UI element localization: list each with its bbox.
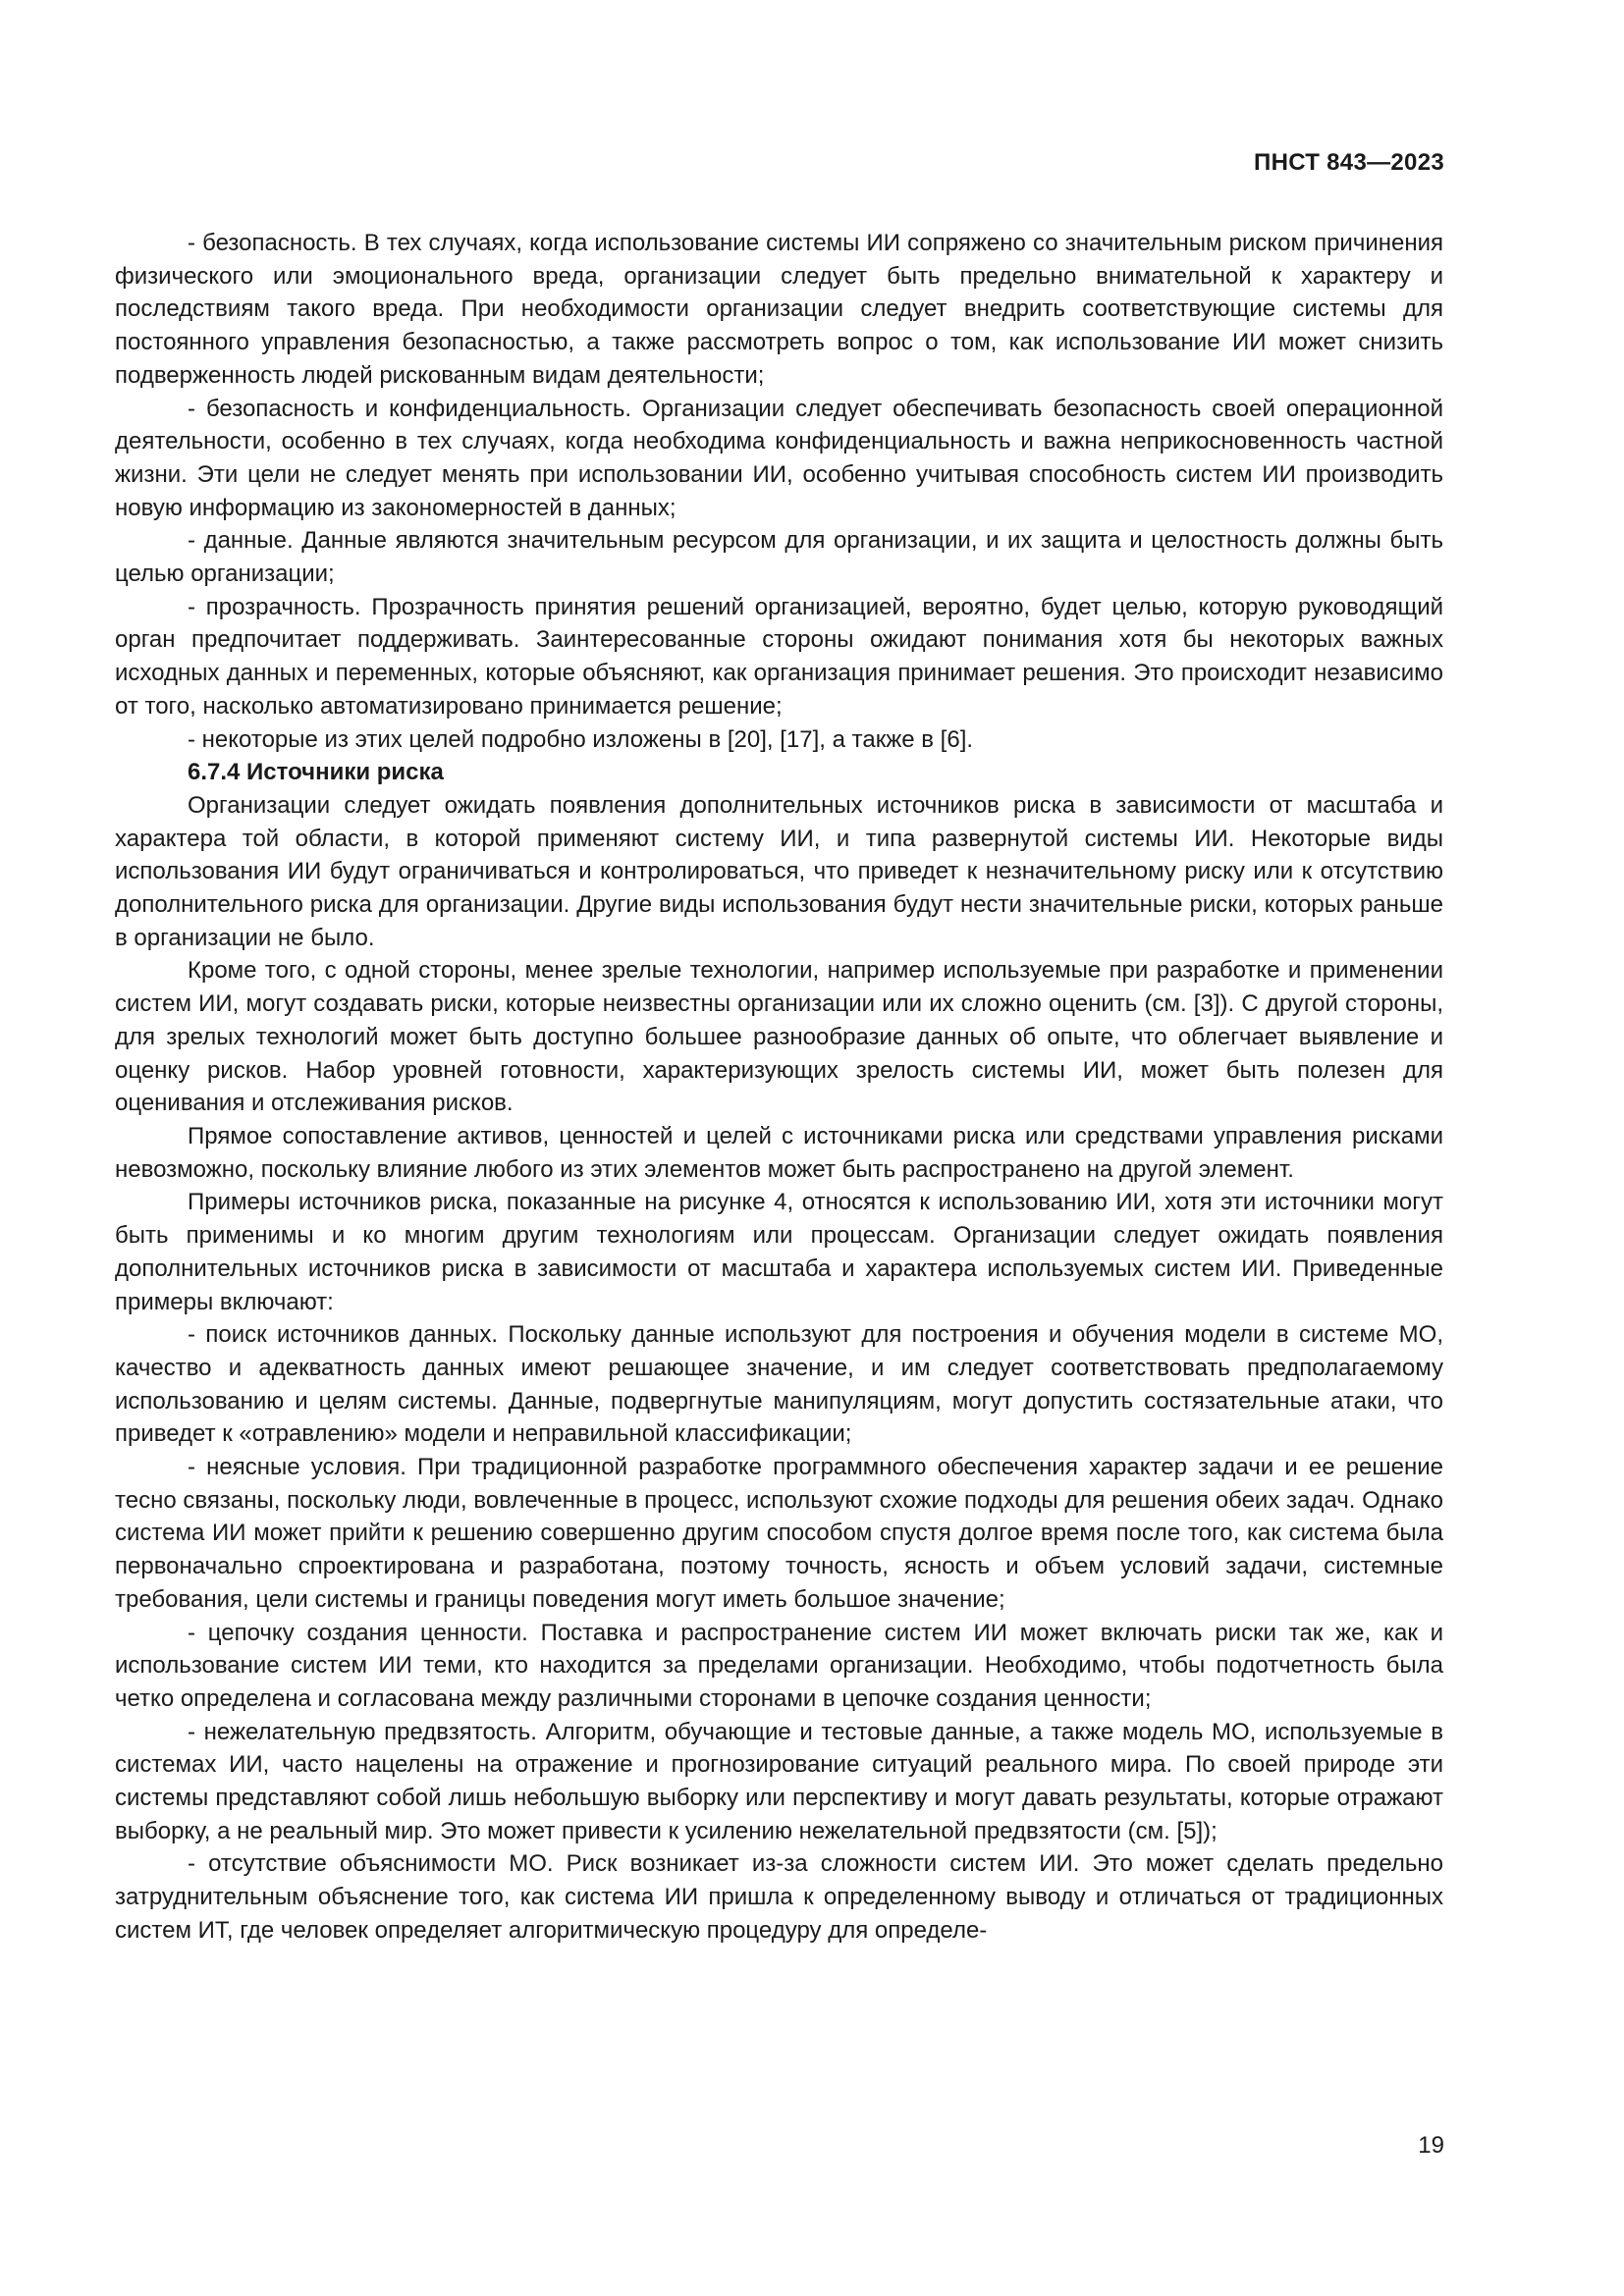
bullet-security-privacy: - безопасность и конфиденциальность. Организации следует обеспечивать безопасность своей операционной деятельности, особенно в тех случаях, когда необходима конфиденциальность и важна неприкосновенность частной жизни. Эти цели не следует менять при использовании ИИ, особенно учитывая способность систем ИИ производить новую информацию из закономерностей в данных;	[115, 395, 1443, 521]
bullet-value-chain: - цепочку создания ценности. Поставка и распространение систем ИИ может включать риски так же, как и использование систем ИИ теми, кто находится за пределами организации. Необходимо, чтобы подотчетность была четко определена и согласована между различными сторонами в цепочке создания ценности;	[115, 1619, 1443, 1712]
bullet-references: - некоторые из этих целей подробно изложены в [20], [17], а также в [6].	[188, 725, 974, 753]
paragraph-risk-sources-intro: Организации следует ожидать появления дополнительных источников риска в зависимости от масштаба и характера той области, в которой применяют систему ИИ, и типа развернутой системы ИИ. Некоторые виды использования ИИ будут ограничиваться и контролироваться, что приведет к незначительному риску или к отсутствию дополнительного риска для организации. Другие виды использования будут нести значительные риски, которых раньше в организации не было.	[115, 791, 1443, 951]
bullet-safety: - безопасность. В тех случаях, когда использование системы ИИ сопряжено со значительным риском причинения физического или эмоционального вреда, организации следует быть предельно внимательной к характеру и последствиям такого вреда. При необходимости организации следует внедрить соответствующие системы для постоянного управления безопасностью, а также рассмотреть вопрос о том, как использование ИИ может снизить подверженность людей рискованным видам деятельности;	[115, 230, 1443, 389]
bullet-transparency: - прозрачность. Прозрачность принятия решений организацией, вероятно, будет целью, которую руководящий орган предпочитает поддерживать. Заинтересованные стороны ожидают понимания хотя бы некоторых важных исходных данных и переменных, которые объясняют, как организация принимает решения. Это происходит независимо от того, насколько автоматизировано принимается решение;	[115, 593, 1443, 720]
page-body	[115, 227, 1443, 1948]
section-heading: 6.7.4 Источники риска	[188, 759, 444, 786]
paragraph-maturity: Кроме того, с одной стороны, менее зрелые технологии, например используемые при разработке и применении систем ИИ, могут создавать риски, которые неизвестны организации или их сложно оценить (см. [3]). С другой стороны, для зрелых технологий может быть доступно большее разнообразие данных об опыте, что облегчает выявление и оценку рисков. Набор уровней готовности, характеризующих зрелость системы ИИ, может быть полезен для оценивания и отслеживания рисков.	[115, 957, 1443, 1117]
bullet-explainability: - отсутствие объяснимости МО. Риск возникает из-за сложности систем ИИ. Это может сделать предельно затруднительным объяснение того, как система ИИ пришла к определенному выводу и отличаться от традиционных систем ИТ, где человек определяет алгоритмическую процедуру для определе-	[115, 1850, 1443, 1944]
document-number: ПНСТ 843—2023	[1254, 149, 1444, 176]
paragraph-examples: Примеры источников риска, показанные на рисунке 4, относятся к использованию ИИ, хотя эти источники могут быть применимы и ко многим другим технологиям или процессам. Организации следует ожидать появления дополнительных источников риска в зависимости от масштаба и характера используемых систем ИИ. Приведенные примеры включают:	[115, 1189, 1443, 1315]
bullet-data: - данные. Данные являются значительным ресурсом для организации, и их защита и целостность должны быть целью организации;	[115, 527, 1443, 588]
paragraph-mapping: Прямое сопоставление активов, ценностей и целей с источниками риска или средствами управления рисками невозможно, поскольку влияние любого из этих элементов может быть распространено на другой элемент.	[115, 1122, 1443, 1183]
bullet-data-sourcing: - поиск источников данных. Поскольку данные используют для построения и обучения модели в системе МО, качество и адекватность данных имеют решающее значение, и им следует соответствовать предполагаемому использованию и целям системы. Данные, подвергнутые манипуляциям, могут допустить состязательные атаки, что приведет к «отравлению» модели и неправильной классификации;	[115, 1321, 1443, 1448]
bullet-unwanted-bias: - нежелательную предвзятость. Алгоритм, обучающие и тестовые данные, а также модель МО, используемые в системах ИИ, часто нацелены на отражение и прогнозирование ситуаций реального мира. По своей природе эти системы представляют собой лишь небольшую выборку или перспективу и могут давать результаты, которые отражают выборку, а не реальный мир. Это может привести к усилению нежелательной предвзятости (см. [5]);	[115, 1718, 1443, 1844]
page-number: 19	[1418, 2132, 1444, 2159]
bullet-unclear-conditions: - неясные условия. При традиционной разработке программного обеспечения характер задачи и ее решение тесно связаны, поскольку люди, вовлеченные в процесс, используют схожие подходы для решения обеих задач. Однако система ИИ может прийти к решению совершенно другим способом спустя долгое время после того, как система была первоначально спроектирована и разработана, поэтому точность, ясность и объем условий задачи, системные требования, цели системы и границы поведения могут иметь большое значение;	[115, 1454, 1443, 1613]
